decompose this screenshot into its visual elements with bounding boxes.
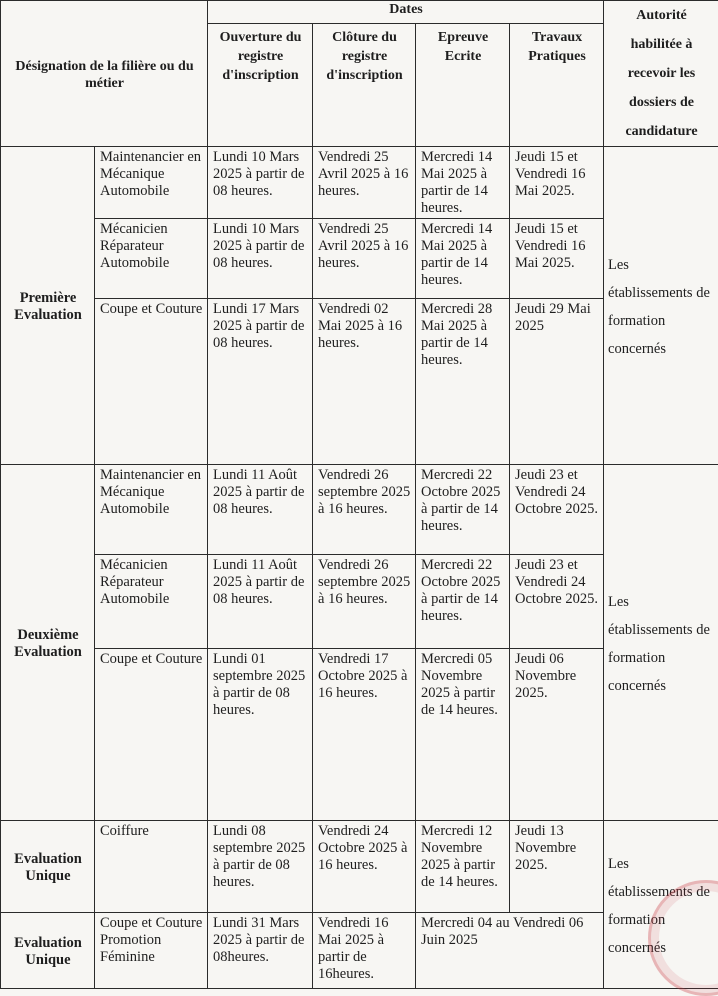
- ouverture-cell: Lundi 31 Mars 2025 à partir de 08heures.: [208, 913, 313, 989]
- table-row: [1, 821, 718, 913]
- cloture-cell: Vendredi 16 Mai 2025 à partir de 16heures.: [313, 913, 416, 989]
- autorite-cell: Les établissements de formation concernés: [604, 465, 718, 821]
- evaluation-label: Première Evaluation: [1, 147, 95, 465]
- cloture-cell: Vendredi 17 Octobre 2025 à 16 heures.: [313, 649, 416, 821]
- header-ouverture: Ouverture du registre d'inscription: [208, 24, 313, 147]
- filiere-cell: Maintenancier en Mécanique Automobile: [95, 147, 208, 219]
- evaluation-label: Evaluation Unique: [1, 821, 95, 913]
- table-row: [1, 465, 718, 555]
- cloture-cell: Vendredi 24 Octobre 2025 à 16 heures.: [313, 821, 416, 913]
- evaluation-label: Deuxième Evaluation: [1, 465, 95, 821]
- epreuve-cell: Mercredi 12 Novembre 2025 à partir de 14 heures.: [416, 821, 510, 913]
- cloture-cell: Vendredi 25 Avril 2025 à 16 heures.: [313, 219, 416, 299]
- header-travaux: Travaux Pratiques: [510, 24, 604, 147]
- header-autorite: Autorité habilitée à recevoir les dossiers de candidature: [604, 1, 718, 147]
- header-dates: Dates: [208, 1, 604, 24]
- travaux-cell: Jeudi 29 Mai 2025: [510, 299, 604, 465]
- filiere-cell: Mécanicien Réparateur Automobile: [95, 219, 208, 299]
- ouverture-cell: Lundi 11 Août 2025 à partir de 08 heures.: [208, 555, 313, 649]
- header-cloture: Clôture du registre d'inscription: [313, 24, 416, 147]
- filiere-cell: Coupe et Couture: [95, 299, 208, 465]
- autorite-cell: Les établissements de formation concernés: [604, 147, 718, 465]
- cloture-cell: Vendredi 26 septembre 2025 à 16 heures.: [313, 555, 416, 649]
- filiere-cell: Coupe et Couture: [95, 649, 208, 821]
- cloture-cell: Vendredi 26 septembre 2025 à 16 heures.: [313, 465, 416, 555]
- travaux-cell: Jeudi 23 et Vendredi 24 Octobre 2025.: [510, 555, 604, 649]
- travaux-cell: Jeudi 23 et Vendredi 24 Octobre 2025.: [510, 465, 604, 555]
- cloture-cell: Vendredi 02 Mai 2025 à 16 heures.: [313, 299, 416, 465]
- epreuve-travaux-cell: Mercredi 04 au Vendredi 06 Juin 2025: [416, 913, 604, 989]
- epreuve-cell: Mercredi 22 Octobre 2025 à partir de 14 heures.: [416, 465, 510, 555]
- epreuve-cell: Mercredi 14 Mai 2025 à partir de 14 heures.: [416, 147, 510, 219]
- ouverture-cell: Lundi 10 Mars 2025 à partir de 08 heures.: [208, 147, 313, 219]
- travaux-cell: Jeudi 15 et Vendredi 16 Mai 2025.: [510, 147, 604, 219]
- cloture-cell: Vendredi 25 Avril 2025 à 16 heures.: [313, 147, 416, 219]
- travaux-cell: Jeudi 15 et Vendredi 16 Mai 2025.: [510, 219, 604, 299]
- header-designation: Désignation de la filière ou du métier: [1, 1, 208, 147]
- ouverture-cell: Lundi 17 Mars 2025 à partir de 08 heures.: [208, 299, 313, 465]
- epreuve-cell: Mercredi 28 Mai 2025 à partir de 14 heures.: [416, 299, 510, 465]
- ouverture-cell: Lundi 10 Mars 2025 à partir de 08 heures.: [208, 219, 313, 299]
- filiere-cell: Coupe et Couture Promotion Féminine: [95, 913, 208, 989]
- travaux-cell: Jeudi 13 Novembre 2025.: [510, 821, 604, 913]
- ouverture-cell: Lundi 01 septembre 2025 à partir de 08 heures.: [208, 649, 313, 821]
- filiere-cell: Mécanicien Réparateur Automobile: [95, 555, 208, 649]
- header-epreuve: Epreuve Ecrite: [416, 24, 510, 147]
- filiere-cell: Coiffure: [95, 821, 208, 913]
- epreuve-cell: Mercredi 05 Novembre 2025 à partir de 14 heures.: [416, 649, 510, 821]
- autorite-cell: Les établissements de formation concernés: [604, 821, 718, 989]
- evaluation-label: Evaluation Unique: [1, 913, 95, 989]
- ouverture-cell: Lundi 11 Août 2025 à partir de 08 heures.: [208, 465, 313, 555]
- filiere-cell: Maintenancier en Mécanique Automobile: [95, 465, 208, 555]
- epreuve-cell: Mercredi 14 Mai 2025 à partir de 14 heures.: [416, 219, 510, 299]
- epreuve-cell: Mercredi 22 Octobre 2025 à partir de 14 heures.: [416, 555, 510, 649]
- travaux-cell: Jeudi 06 Novembre 2025.: [510, 649, 604, 821]
- ouverture-cell: Lundi 08 septembre 2025 à partir de 08 heures.: [208, 821, 313, 913]
- table-row: [1, 147, 718, 219]
